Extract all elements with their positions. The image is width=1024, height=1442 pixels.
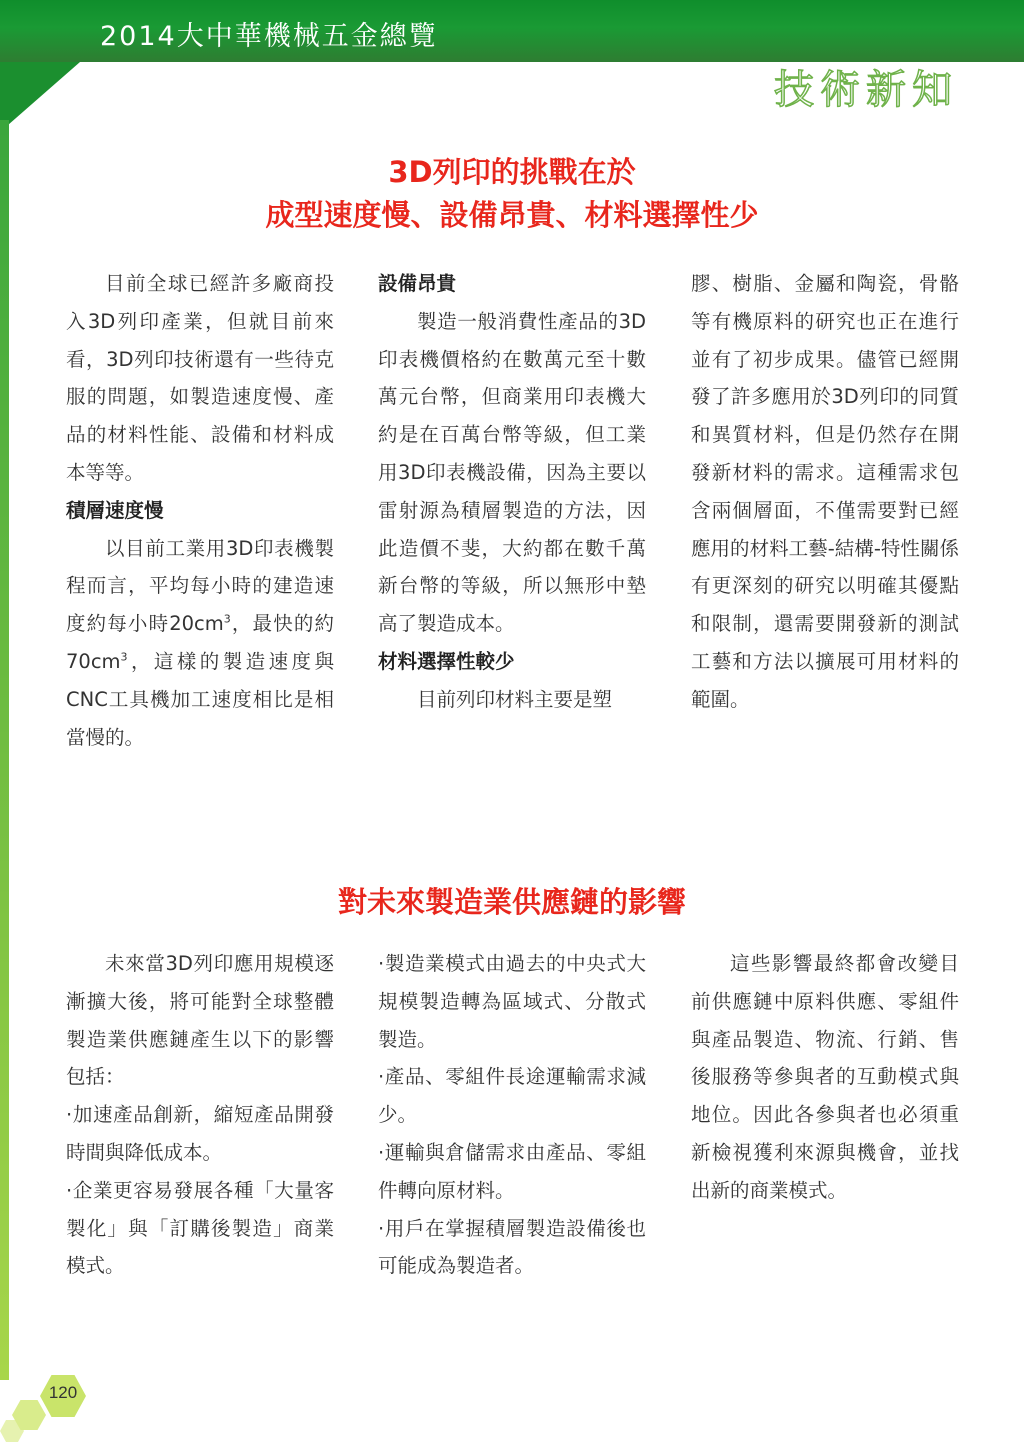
subheading-layer-speed: 積層速度慢 <box>66 498 164 522</box>
article-1-column-1 <box>66 265 334 756</box>
paragraph: 膠、樹脂、金屬和陶瓷，骨骼等有機原料的研究也正在進行並有了初步成果。儘管已經開發了許多應用於3D列印的同質和異質材料，但是仍然存在開發新材料的需求。這種需求包含兩個層面，不僅需要對已經應用的材料工藝-結構-特性關係有更深刻的研究以明確其優點和限制，還需要開發新的測試工藝和方法以擴展可用材料的範圍。 <box>691 272 959 711</box>
article-1-title-line-1: 3D列印的挑戰在於 <box>388 155 636 189</box>
paragraph: 目前全球已經許多廠商投入3D列印產業，但就目前來看，3D列印技術還有一些待克服的問題，如製造速度慢、產品的材料性能、設備和材料成本等等。 <box>66 272 334 484</box>
article-2-column-2 <box>378 945 646 1285</box>
subheading-material-choice: 材料選擇性較少 <box>378 649 515 673</box>
bullet-item: ·用戶在掌握積層製造設備後也可能成為製造者。 <box>378 1216 646 1278</box>
page-number: 120 <box>48 1383 78 1402</box>
section-tag: 技術新知 <box>774 67 958 113</box>
paragraph: 未來當3D列印應用規模逐漸擴大後，將可能對全球整體製造業供應鏈產生以下的影響包括： <box>66 952 334 1089</box>
bullet-item: ·產品、零組件長途運輸需求減少。 <box>378 1065 646 1127</box>
header-title: 2014大中華機械五金總覽 <box>100 21 438 52</box>
bullet-item: ·企業更容易發展各種「大量客製化」與「訂購後製造」商業模式。 <box>66 1178 334 1278</box>
left-stripe <box>0 120 9 1380</box>
paragraph: 製造一般消費性產品的3D印表機價格約在數萬元至十數萬元台幣，但商業用印表機大約是在百萬台幣等級，但工業用3D印表機設備，因為主要以雷射源為積層製造的方法，因此造價不斐，大約都在數千萬新台幣的等級，所以無形中墊高了製造成本。 <box>378 309 646 636</box>
paragraph: 這些影響最終都會改變目前供應鏈中原料供應、零組件與產品製造、物流、行銷、售後服務等參與者的互動模式與地位。因此各參與者也必須重新檢視獲利來源與機會，並找出新的商業模式。 <box>691 952 959 1202</box>
article-1-column-3 <box>691 265 959 719</box>
bullet-item: ·加速產品創新，縮短產品開發時間與降低成本。 <box>66 1103 334 1164</box>
header-wedge <box>0 62 80 132</box>
paragraph: 目前列印材料主要是塑 <box>417 687 613 711</box>
superscript: 3 <box>120 650 128 664</box>
article-2-column-1 <box>66 945 334 1285</box>
superscript: 3 <box>223 612 231 626</box>
bullet-item: ·製造業模式由過去的中央式大規模製造轉為區域式、分散式製造。 <box>378 952 646 1051</box>
article-1-title-line-2: 成型速度慢、設備昂貴、材料選擇性少 <box>265 198 759 232</box>
article-2-title: 對未來製造業供應鏈的影響 <box>337 885 686 919</box>
subheading-equipment-cost: 設備昂貴 <box>378 272 457 295</box>
article-1-column-2 <box>378 265 646 719</box>
paragraph-build-speed: 以目前工業用3D印表機製程而言，平均每小時的建造速度約每小時$20cm^3$，最快的約$70cm^3$，這樣的製造速度與CNC工具機加工速度相比是相當慢的。 <box>66 536 334 749</box>
bullet-item: ·運輸與倉儲需求由產品、零組件轉向原材料。 <box>378 1140 646 1202</box>
article-2-column-3 <box>691 945 959 1210</box>
